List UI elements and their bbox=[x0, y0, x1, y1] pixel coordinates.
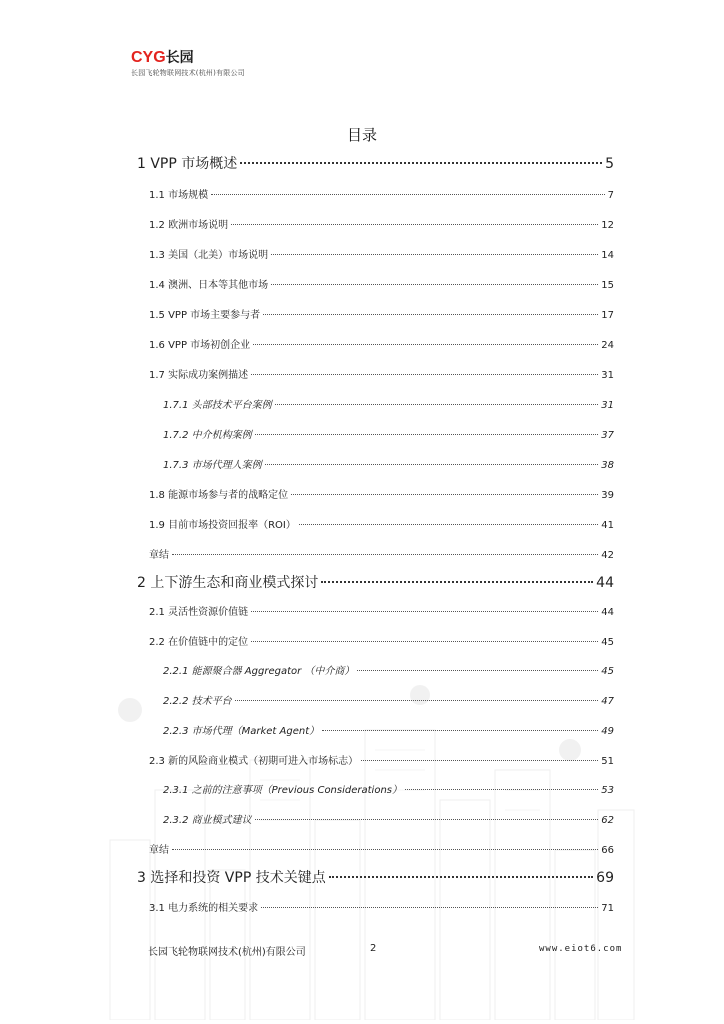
toc-leader-dots bbox=[261, 906, 598, 908]
toc-entry[interactable] bbox=[163, 426, 614, 441]
toc-entry[interactable] bbox=[149, 366, 614, 381]
footer-page-number: 2 bbox=[370, 943, 377, 954]
toc-entry-text: 章结 bbox=[149, 550, 169, 561]
toc-entry[interactable] bbox=[149, 306, 614, 321]
toc-entry-text: 章结 bbox=[149, 845, 169, 856]
toc-entry[interactable] bbox=[137, 153, 614, 173]
toc-title: 目录 bbox=[346, 126, 377, 144]
toc-leader-dots bbox=[240, 161, 602, 164]
toc-entry[interactable] bbox=[163, 781, 614, 796]
toc-entry-text: 2.2.2 技术平台 bbox=[163, 696, 232, 707]
toc-entry-text: 1.7 实际成功案例描述 bbox=[149, 370, 249, 381]
toc-entry-page: 47 bbox=[601, 696, 614, 707]
toc-entry-page: 42 bbox=[601, 550, 614, 561]
toc-entry-text: 2.3.1 之前的注意事项（Previous Considerations） bbox=[163, 785, 402, 796]
toc-entry-page: 53 bbox=[601, 785, 614, 796]
toc-leader-dots bbox=[271, 283, 598, 285]
toc-leader-dots bbox=[251, 373, 598, 375]
toc-entry-text: 3.1 电力系统的相关要求 bbox=[149, 903, 259, 914]
toc-entry-text: 3 选择和投资 VPP 技术关键点 bbox=[137, 870, 326, 886]
toc-entry[interactable] bbox=[163, 456, 614, 471]
toc-entry[interactable] bbox=[149, 603, 614, 618]
toc-entry-text: 1.4 澳洲、日本等其他市场 bbox=[149, 280, 269, 291]
toc-entry-page: 24 bbox=[601, 340, 614, 351]
toc-entry-text: 1.1 市场规模 bbox=[149, 190, 209, 201]
toc-leader-dots bbox=[361, 759, 598, 761]
logo-subtitle: 长园飞轮物联网技术(杭州)有限公司 bbox=[131, 69, 245, 77]
toc-entry-page: 44 bbox=[601, 607, 614, 618]
footer-company: 长园飞轮物联网技术(杭州)有限公司 bbox=[148, 947, 306, 958]
toc-entry-page: 31 bbox=[601, 400, 614, 411]
toc-entry[interactable] bbox=[149, 752, 614, 767]
toc-leader-dots bbox=[322, 729, 598, 731]
toc-leader-dots bbox=[275, 403, 599, 405]
toc-entry[interactable] bbox=[137, 867, 614, 887]
toc-leader-dots bbox=[231, 223, 598, 225]
toc-leader-dots bbox=[357, 669, 598, 671]
toc-entry[interactable] bbox=[163, 662, 614, 677]
toc-leader-dots bbox=[271, 253, 598, 255]
toc-leader-dots bbox=[172, 553, 598, 555]
logo-cn: 长园 bbox=[165, 50, 194, 66]
toc-leader-dots bbox=[405, 788, 598, 790]
toc-entry-text: 2.3.2 商业模式建议 bbox=[163, 815, 252, 826]
toc-entry-text: 2.2.3 市场代理（Market Agent） bbox=[163, 726, 320, 737]
toc-leader-dots bbox=[251, 640, 598, 642]
toc-leader-dots bbox=[329, 875, 593, 878]
toc-entry-text: 2 上下游生态和商业模式探讨 bbox=[137, 575, 319, 591]
toc-entry-text: 1.7.1 头部技术平台案例 bbox=[163, 400, 272, 411]
toc-entry[interactable] bbox=[149, 186, 614, 201]
toc-leader-dots bbox=[299, 523, 598, 525]
toc-entry-text: 2.2.1 能源聚合器 Aggregator （中介商） bbox=[163, 666, 355, 677]
toc-entry[interactable] bbox=[149, 336, 614, 351]
toc-entry[interactable] bbox=[163, 811, 614, 826]
toc-entry-text: 1.7.3 市场代理人案例 bbox=[163, 460, 262, 471]
toc-entry-page: 12 bbox=[601, 220, 614, 231]
toc-leader-dots bbox=[263, 313, 598, 315]
toc-leader-dots bbox=[255, 433, 599, 435]
toc-leader-dots bbox=[255, 818, 599, 820]
toc-leader-dots bbox=[321, 580, 593, 583]
toc-entry-text: 1.3 美国（北美）市场说明 bbox=[149, 250, 269, 261]
toc-entry-text: 1.8 能源市场参与者的战略定位 bbox=[149, 490, 289, 501]
toc-entry-page: 37 bbox=[601, 430, 614, 441]
toc-entry[interactable] bbox=[163, 722, 614, 737]
toc-leader-dots bbox=[235, 699, 599, 701]
logo-brand: CYG bbox=[131, 49, 166, 66]
toc-entry-text: 1.2 欧洲市场说明 bbox=[149, 220, 229, 231]
toc-entry[interactable] bbox=[149, 246, 614, 261]
toc-entry-page: 51 bbox=[601, 756, 614, 767]
toc-leader-dots bbox=[211, 193, 605, 195]
toc-entry-text: 1.9 目前市场投资回报率（ROI） bbox=[149, 520, 296, 531]
footer-website: www.eiot6.com bbox=[539, 944, 623, 954]
toc-entry-text: 1.7.2 中介机构案例 bbox=[163, 430, 252, 441]
toc-entry-page: 7 bbox=[607, 190, 614, 201]
toc-entry-page: 15 bbox=[601, 280, 614, 291]
toc-entry-text: 1.5 VPP 市场主要参与者 bbox=[149, 310, 261, 321]
toc-entry-page: 44 bbox=[596, 575, 614, 591]
toc-entry-page: 41 bbox=[601, 520, 614, 531]
toc-leader-dots bbox=[291, 493, 598, 495]
toc-entry-page: 69 bbox=[596, 870, 614, 886]
toc-entry-page: 62 bbox=[601, 815, 614, 826]
toc-entry-page: 14 bbox=[601, 250, 614, 261]
toc-entry-page: 5 bbox=[605, 156, 614, 172]
toc-entry[interactable] bbox=[149, 841, 614, 856]
toc-entry[interactable] bbox=[149, 276, 614, 291]
toc-entry-page: 45 bbox=[601, 666, 614, 677]
toc-entry-page: 39 bbox=[601, 490, 614, 501]
toc-entry[interactable] bbox=[149, 899, 614, 914]
toc-entry[interactable] bbox=[163, 692, 614, 707]
toc-entry-text: 2.3 新的风险商业模式（初期可进入市场标志） bbox=[149, 756, 359, 767]
toc-entry-text: 2.1 灵活性资源价值链 bbox=[149, 607, 249, 618]
toc-entry-page: 71 bbox=[601, 903, 614, 914]
toc-entry[interactable] bbox=[149, 516, 614, 531]
toc-entry-text: 1.6 VPP 市场初创企业 bbox=[149, 340, 251, 351]
toc-leader-dots bbox=[253, 343, 598, 345]
toc-leader-dots bbox=[265, 463, 599, 465]
toc-entry[interactable] bbox=[149, 486, 614, 501]
company-logo bbox=[131, 50, 271, 78]
toc-entry-page: 66 bbox=[601, 845, 614, 856]
toc-entry[interactable] bbox=[163, 396, 614, 411]
toc-entry[interactable] bbox=[137, 572, 614, 592]
toc-entry[interactable] bbox=[149, 216, 614, 231]
toc-entry-page: 49 bbox=[601, 726, 614, 737]
toc-entry-page: 17 bbox=[601, 310, 614, 321]
toc-entry-page: 31 bbox=[601, 370, 614, 381]
toc-entry-text: 2.2 在价值链中的定位 bbox=[149, 637, 249, 648]
toc-leader-dots bbox=[172, 848, 598, 850]
toc-entry-page: 38 bbox=[601, 460, 614, 471]
toc-entry-text: 1 VPP 市场概述 bbox=[137, 156, 238, 172]
logo-mark bbox=[131, 50, 271, 66]
toc-entry[interactable] bbox=[149, 546, 614, 561]
toc-entry-page: 45 bbox=[601, 637, 614, 648]
toc-entry[interactable] bbox=[149, 633, 614, 648]
toc-leader-dots bbox=[251, 610, 598, 612]
